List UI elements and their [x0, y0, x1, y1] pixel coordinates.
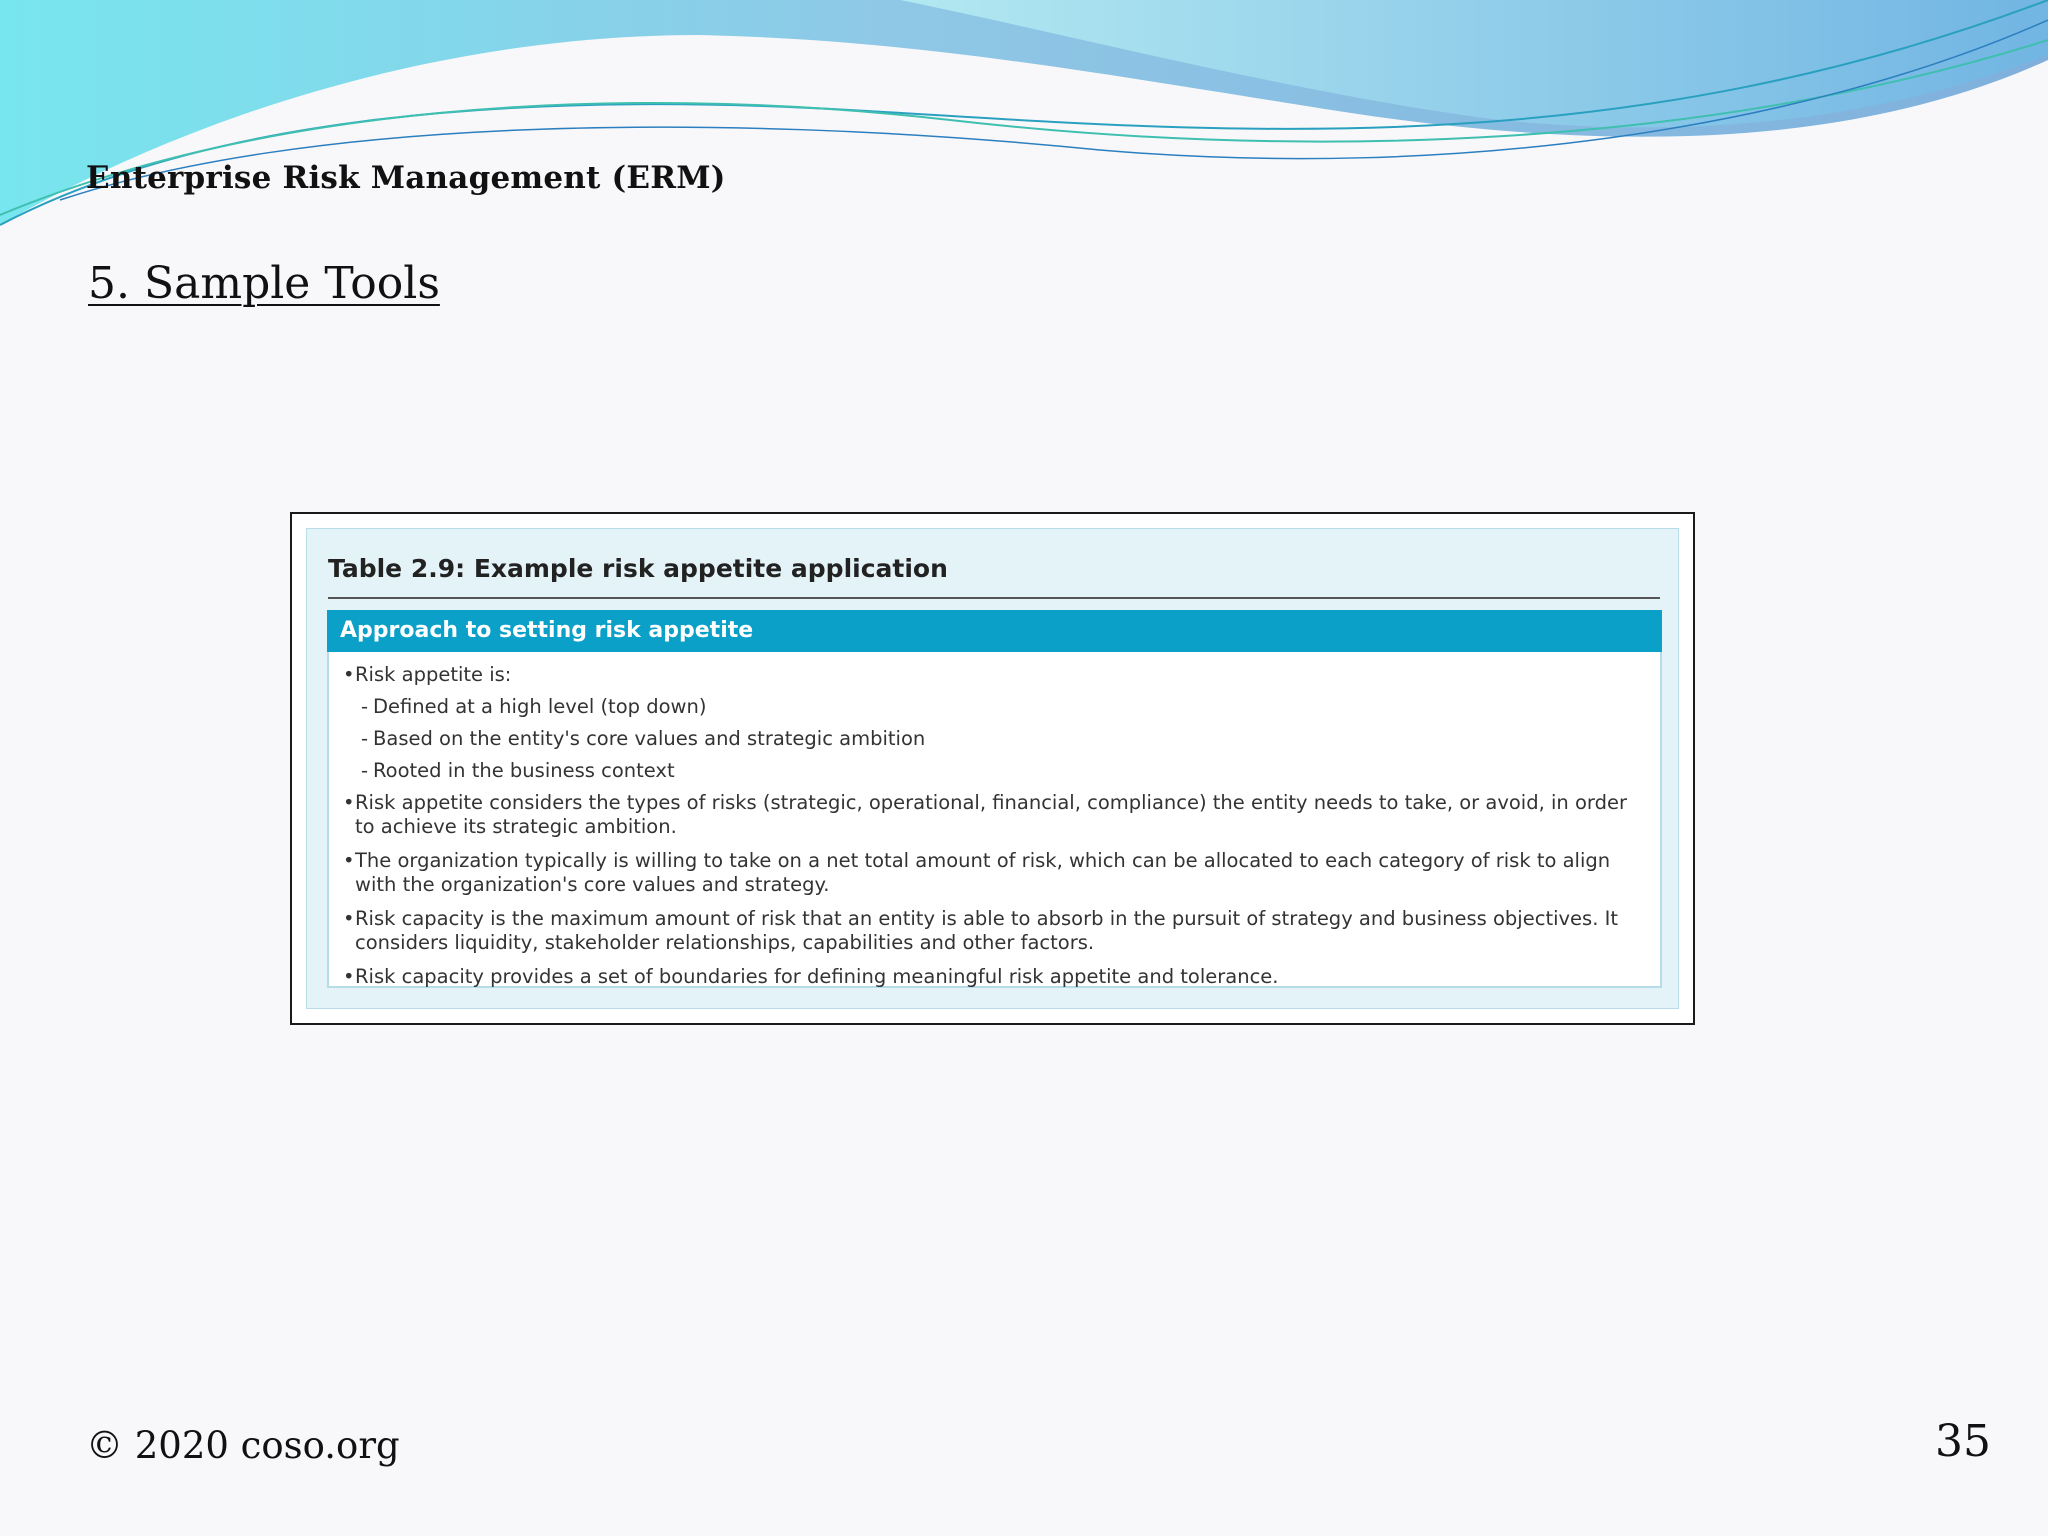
header-wave-decoration [0, 0, 2048, 240]
page-number: 35 [1935, 1416, 1991, 1467]
sub-bullet-item: - Based on the entity's core values and strategic ambition [343, 727, 1648, 751]
table-caption: Table 2.9: Example risk appetite application [328, 545, 1660, 599]
sub-bullet-item: - Rooted in the business context [343, 759, 1648, 783]
table-panel [306, 528, 1679, 1009]
bullet-item: • Risk capacity provides a set of boundaries for defining meaningful risk appetite and tolerance. [343, 965, 1648, 989]
header-title: Enterprise Risk Management (ERM) [86, 160, 726, 196]
table-column-header: Approach to setting risk appetite [327, 610, 1662, 652]
slide-title: 5. Sample Tools [88, 258, 440, 309]
bullet-item: • The organization typically is willing to take on a net total amount of risk, which can be allocated to each category of risk to align with the organization's core values and strategy. [343, 849, 1648, 897]
table-body [327, 652, 1662, 988]
bullet-item: • Risk capacity is the maximum amount of risk that an entity is able to absorb in the pursuit of strategy and business objectives. It considers liquidity, stakeholder relationships, capabilities and other factors. [343, 907, 1648, 955]
copyright-footer: © 2020 coso.org [86, 1424, 400, 1467]
bullet-item: • Risk appetite is: [343, 663, 1648, 687]
sub-bullet-item: - Defined at a high level (top down) [343, 695, 1648, 719]
bullet-item: • Risk appetite considers the types of risks (strategic, operational, financial, compliance) the entity needs to take, or avoid, in order to achieve its strategic ambition. [343, 791, 1648, 839]
risk-appetite-table-image [290, 512, 1695, 1025]
